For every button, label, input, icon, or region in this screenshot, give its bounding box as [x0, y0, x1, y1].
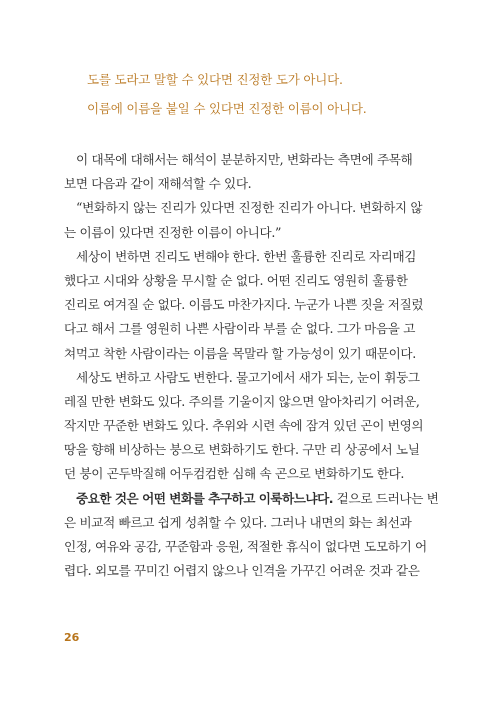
body-line: 했다고 시대와 상황을 무시할 순 없다. 어떤 진리도 영원히 훌륭한	[64, 272, 408, 288]
body-line: 은 비교적 빠르고 쉽게 성취할 수 있다. 그러나 내면의 화는 최선과	[64, 514, 412, 530]
body-line: 레질 만한 변화도 있다. 주의를 기울이지 않으면 알아차리기 어려운,	[64, 393, 420, 409]
body-line: “변화하지 않는 진리가 있다면 진정한 진리가 아니다. 변화하지 않	[76, 200, 423, 216]
after-bold-text: 겉으로 드러나는 변	[333, 490, 439, 506]
body-line: 는 이름이 있다면 진정한 이름이 아니다.”	[64, 224, 282, 240]
body-text	[64, 148, 439, 583]
body-line-emphasis	[64, 487, 439, 511]
body-line: 이 대목에 대해서는 해석이 분분하지만, 변화라는 측면에 주목해	[76, 152, 413, 167]
epigraph-line-1: 도를 도라고 말할 수 있다면 진정한 도가 아니다.	[87, 72, 343, 87]
body-line: 세상이 변하면 진리도 변해야 한다. 한번 훌륭한 진리로 자리매김	[76, 248, 417, 264]
body-line: 작지만 꾸준한 변화도 있다. 추위와 시련 속에 잠겨 있던 곤이 번영의	[64, 418, 424, 434]
body-line: 렵다. 외모를 꾸미긴 어렵지 않으나 인격을 가꾸긴 어려운 것과 같은	[64, 563, 420, 579]
body-line: 진리로 여겨질 순 없다. 이름도 마찬가지다. 누군가 나쁜 짓을 저질렀	[64, 297, 424, 313]
body-line: 다고 해서 그를 영원히 나쁜 사람이라 부를 순 없다. 그가 마음을 고	[64, 321, 416, 337]
page-number: 26	[64, 631, 80, 644]
bold-phrase: 중요한 것은 어떤 변화를 추구하고 이룩하느냐다.	[76, 490, 334, 506]
epigraph-line-2: 이름에 이름을 붙일 수 있다면 진정한 이름이 아니다.	[87, 101, 367, 116]
body-line: 세상도 변하고 사람도 변한다. 물고기에서 새가 되는, 눈이 휘둥그	[76, 369, 420, 385]
body-line: 땅을 향해 비상하는 붕으로 변화하기도 한다. 구만 리 상공에서 노닐	[64, 442, 420, 458]
body-line: 인정, 여유와 공감, 꾸준함과 응원, 적절한 휴식이 없다면 도모하기 어	[64, 539, 427, 554]
body-line: 쳐먹고 착한 사람이라는 이름을 목말라 할 가능성이 있기 때문이다.	[64, 345, 416, 361]
body-line: 던 붕이 곤두박질해 어두컴컴한 심해 속 곤으로 변화하기도 한다.	[64, 466, 405, 482]
body-line: 보면 다음과 같이 재해석할 수 있다.	[64, 176, 252, 192]
